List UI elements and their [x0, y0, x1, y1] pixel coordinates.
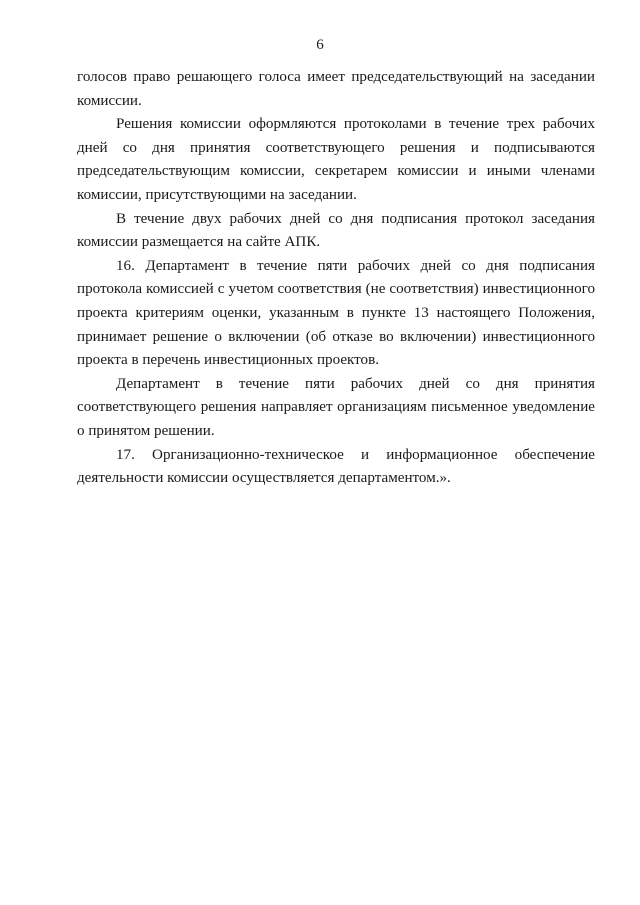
paragraph-voting-rule: голосов право решающего голоса имеет председательствующий на заседании комиссии. [77, 69, 595, 109]
paragraph-notification: Департамент в течение пяти рабочих дней со дня принятия соответствующего решения направляет организациям письменное уведомление о принятом решении. [77, 375, 595, 439]
page-number: 6 [316, 37, 324, 53]
paragraph-item-16: 16. Департамент в течение пяти рабочих дней со дня подписания протокола комиссией с учетом соответствия (не соответствия) инвестиционного проекта критериям оценки, указанным в пункте 13 настоящего Положения, принимает решение о включении (об отказе во включении) инвестиционного проекта в перечень инвестиционных проектов. [77, 257, 595, 369]
paragraph-protocol-publication: В течение двух рабочих дней со дня подписания протокол заседания комиссии размещается на сайте АПК. [77, 210, 595, 251]
paragraph-protocol-decisions: Решения комиссии оформляются протоколами в течение трех рабочих дней со дня принятия соответствующего решения и подписываются председательствующим комиссии, секретарем комиссии и иными членами комиссии, присутствующими на заседании. [77, 116, 595, 203]
paragraph-item-17: 17. Организационно-техническое и информационное обеспечение деятельности комиссии осуществляется департаментом.». [77, 446, 595, 487]
document-body [77, 66, 595, 491]
